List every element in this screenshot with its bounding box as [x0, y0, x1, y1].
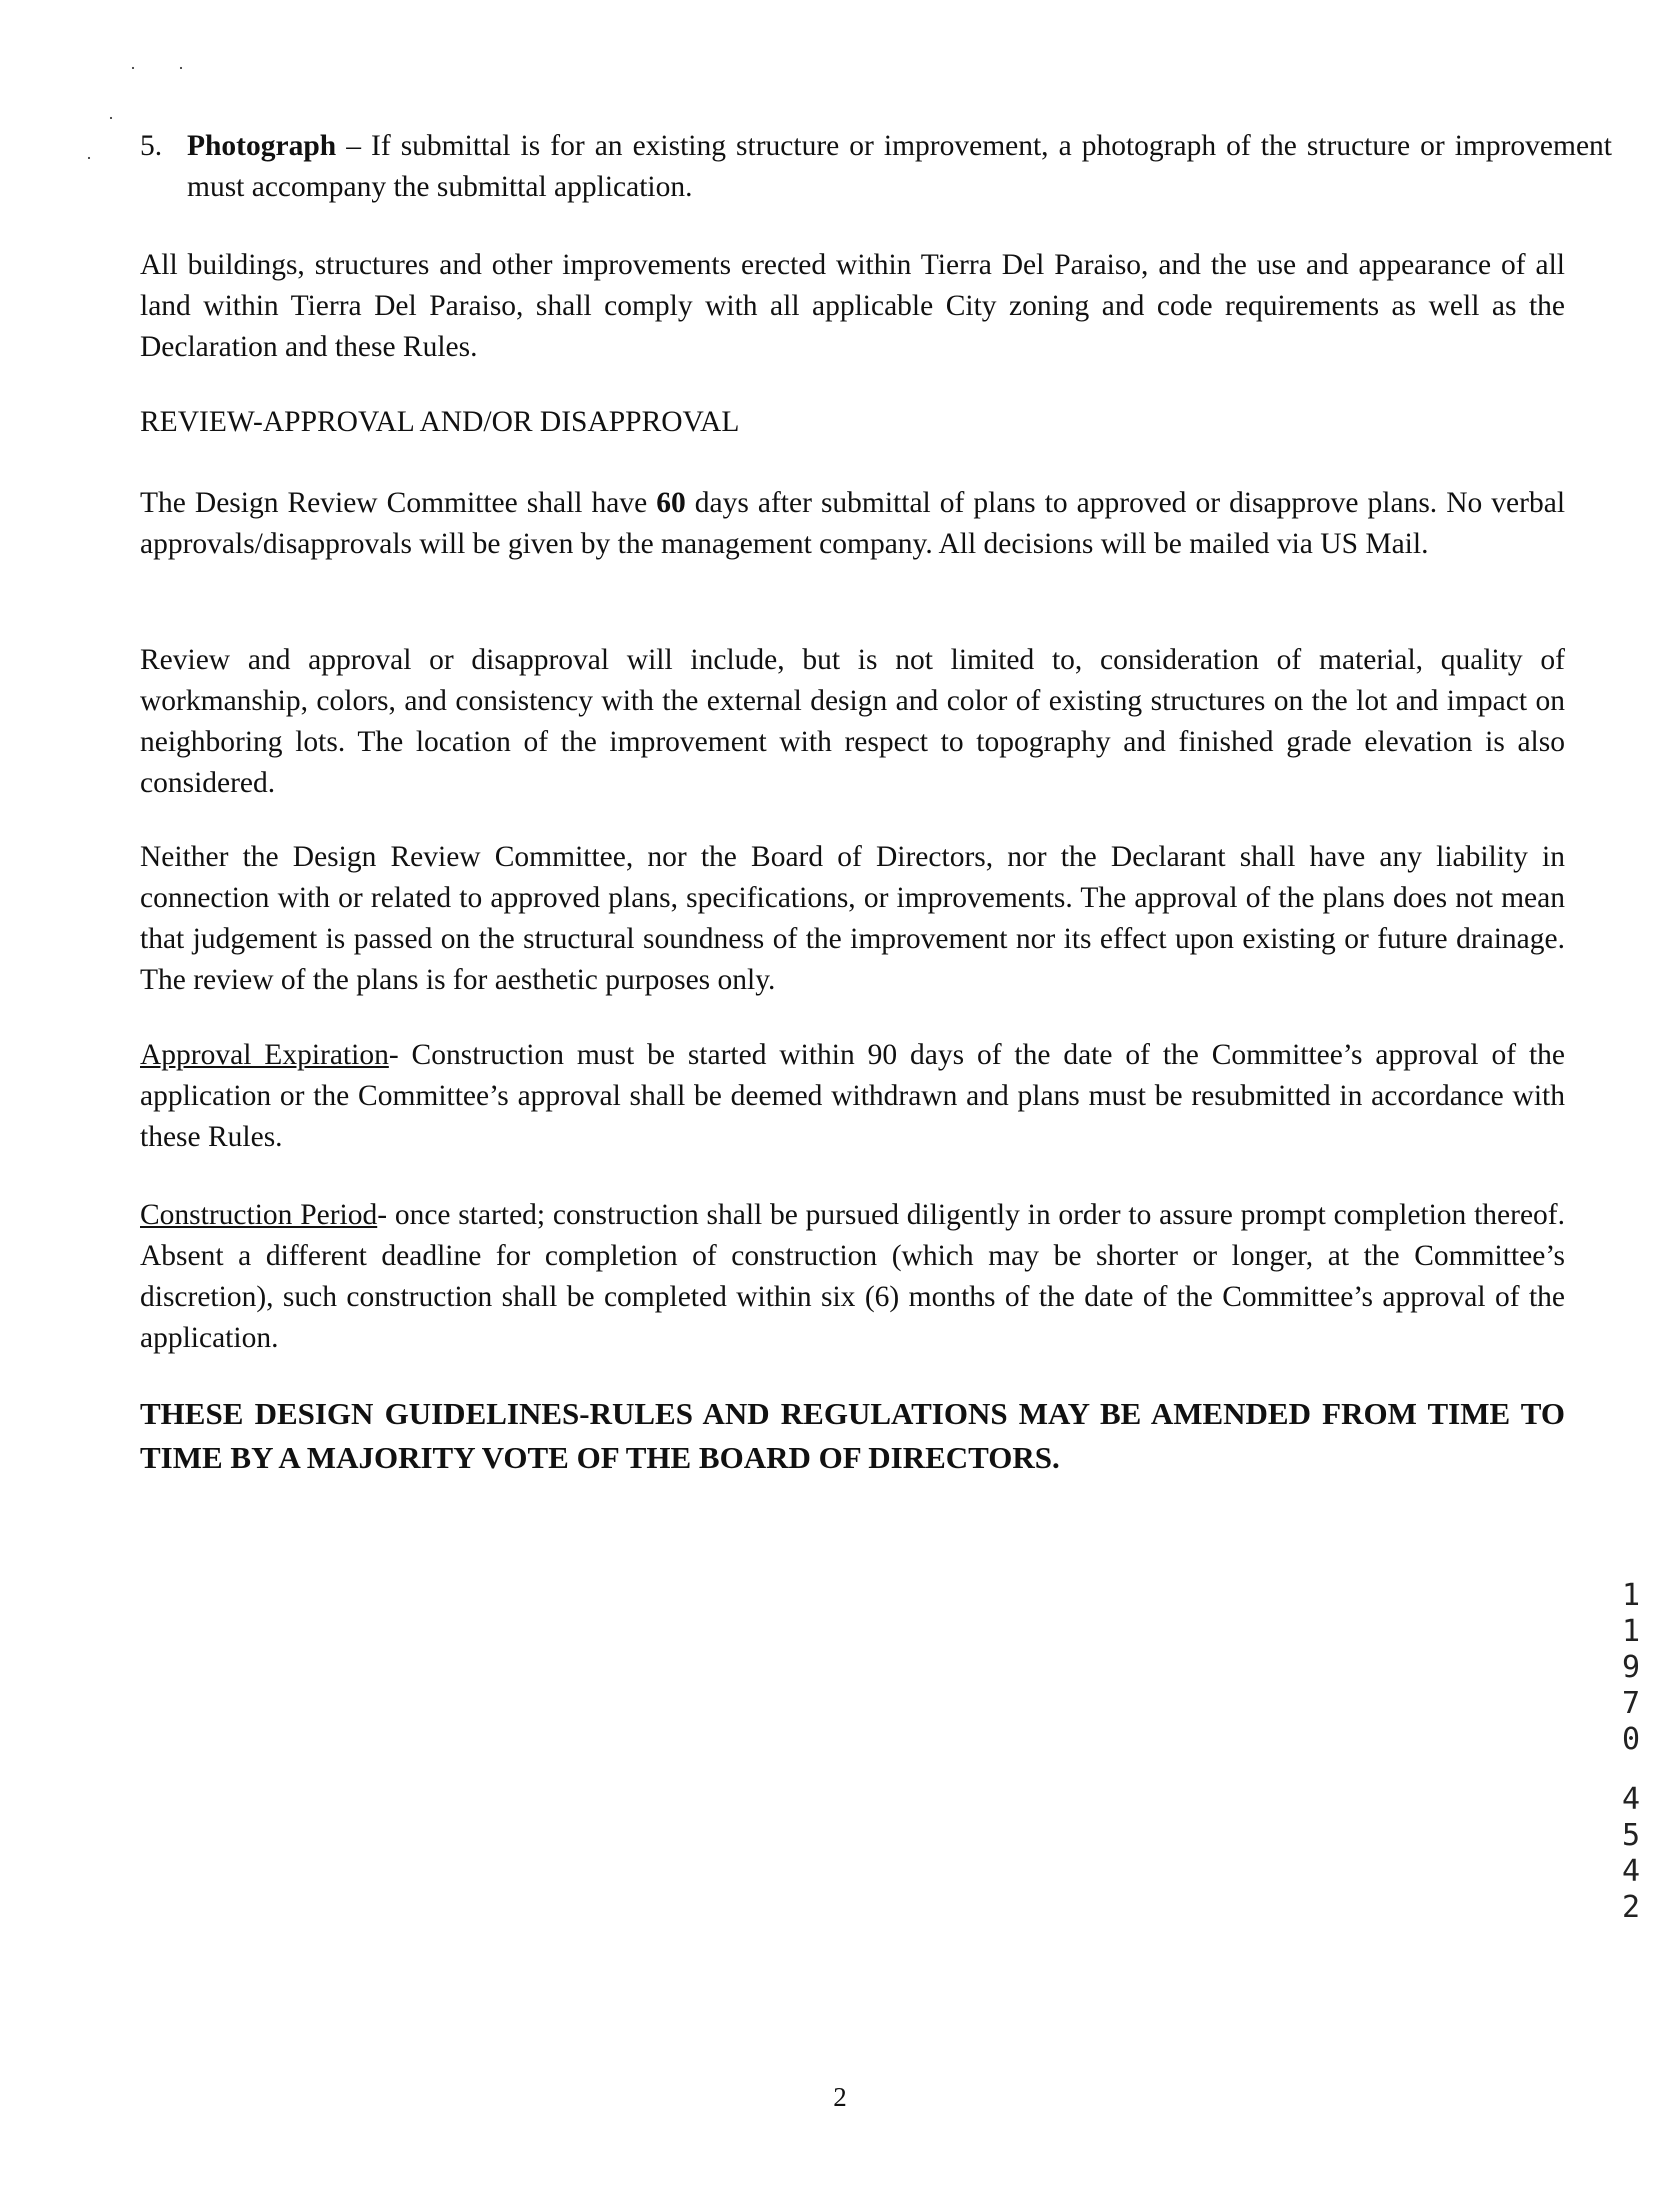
committee-paragraph — [140, 483, 1565, 565]
stamp-digit: 0 — [1621, 1722, 1641, 1757]
compliance-paragraph: All buildings, structures and other improvements erected within Tierra Del Paraiso, and the use and appearance of all land within Tierra Del Paraiso, shall comply with all applicable City zoning and code requirements as well as the Declaration and these Rules. — [140, 249, 1565, 363]
item-number: 5. — [140, 130, 163, 162]
construction-period-label: Construction Period — [140, 1199, 378, 1231]
document-stamp-number — [1616, 1578, 1646, 1926]
committee-text-before: The Design Review Committee shall have — [140, 487, 657, 519]
review-heading: REVIEW-APPROVAL AND/OR DISAPPROVAL — [140, 406, 740, 438]
approval-expiration-label: Approval Expiration — [140, 1039, 389, 1071]
approval-expiration-text: - Construction must be started within 90 days of the date of the Committee’s approval of the application or the Committee’s approval shall be deemed withdrawn and plans must be resubmitted in accordance with these Rules. — [140, 1039, 1565, 1153]
page-number: 2 — [833, 2082, 847, 2112]
stamp-digit: 4 — [1621, 1782, 1641, 1817]
scan-speck: · — [86, 148, 92, 168]
stamp-gap — [1616, 1758, 1646, 1782]
amendment-notice: THESE DESIGN GUIDELINES-RULES AND REGULATIONS MAY BE AMENDED FROM TIME TO TIME BY A MAJORITY VOTE OF THE BOARD OF DIRECTORS. — [140, 1396, 1565, 1475]
stamp-digit: 5 — [1621, 1818, 1641, 1853]
item-title: Photograph — [187, 130, 337, 162]
stamp-digit: 7 — [1621, 1686, 1641, 1721]
scan-speck: · — [130, 58, 136, 78]
stamp-digit: 2 — [1621, 1890, 1641, 1925]
construction-period-paragraph — [140, 1195, 1565, 1359]
scan-speck: · — [178, 58, 184, 78]
construction-period-text: - once started; construction shall be pursued diligently in order to assure prompt completion thereof. Absent a different deadline for completion of construction (which may be shorter or longer, at the Committee’s discretion), such construction shall be completed within six (6) months of the date of the Committee’s approval of the application. — [140, 1199, 1565, 1354]
stamp-digit: 4 — [1621, 1854, 1641, 1889]
committee-text-after: days after submittal of plans to approved or disapprove plans. No verbal approvals/disapprovals will be given by the management company. All decisions will be mailed via US Mail. — [140, 487, 1566, 560]
scan-speck: · — [108, 108, 114, 128]
item-text: – If submittal is for an existing structure or improvement, a photograph of the structure or improvement must accompany the submittal application. — [187, 130, 1612, 203]
committee-days: 60 — [656, 487, 686, 519]
liability-paragraph: Neither the Design Review Committee, nor the Board of Directors, nor the Declarant shall have any liability in connection with or related to approved plans, specifications, or improvements. The approval of the plans does not mean that judgement is passed on the structural soundness of the improvement nor its effect upon existing or future drainage. The review of the plans is for aesthetic purposes only. — [140, 841, 1565, 996]
stamp-digit: 9 — [1621, 1650, 1641, 1685]
stamp-digit: 1 — [1621, 1578, 1641, 1613]
approval-expiration-paragraph — [140, 1035, 1565, 1158]
item-5-photograph — [140, 126, 1612, 208]
stamp-digit: 1 — [1621, 1614, 1641, 1649]
review-paragraph: Review and approval or disapproval will include, but is not limited to, consideration of material, quality of workmanship, colors, and consistency with the external design and color of existing structures on the lot and impact on neighboring lots. The location of the improvement with respect to topography and finished grade elevation is also considered. — [140, 644, 1565, 799]
